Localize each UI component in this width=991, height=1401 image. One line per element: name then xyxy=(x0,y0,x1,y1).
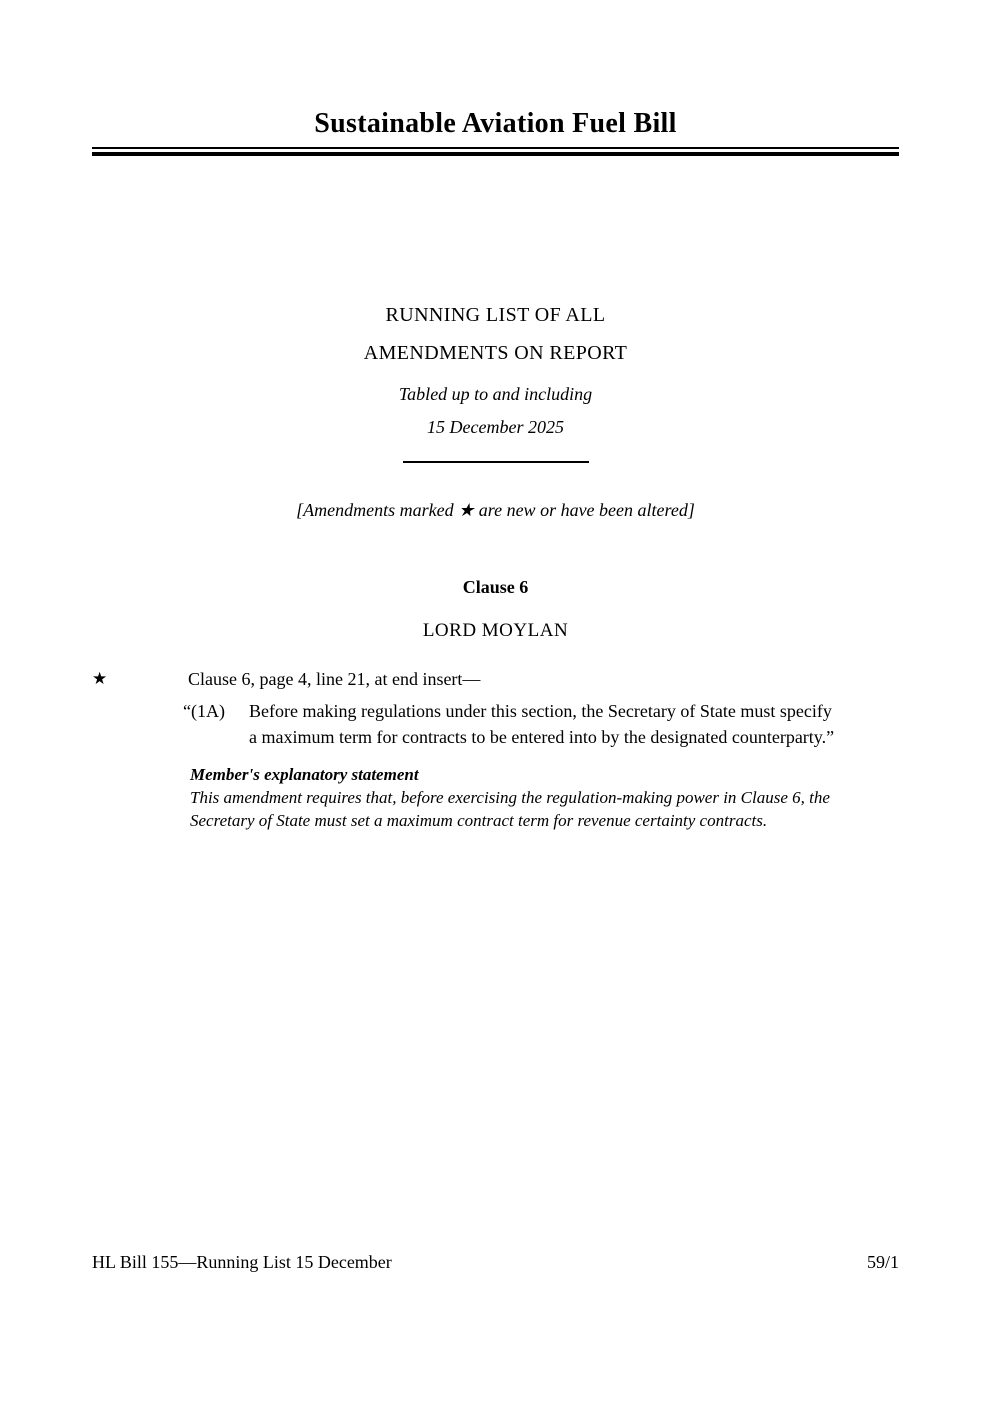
inserted-text-line-2: a maximum term for contracts to be entered into by the designated counterparty.” xyxy=(249,727,835,747)
explanatory-statement-text xyxy=(190,786,890,832)
inserted-subsection-text xyxy=(249,698,905,750)
amendments-on-report-heading: AMENDMENTS ON REPORT xyxy=(363,342,628,364)
amendment-marker-note: [Amendments marked ★ are new or have been altered] xyxy=(296,500,695,520)
new-amendment-star-icon: ★ xyxy=(92,669,108,688)
explanatory-statement-heading: Member's explanatory statement xyxy=(190,765,419,784)
explanatory-text-line-1: This amendment requires that, before exercising the regulation-making power in Clause 6, the xyxy=(190,788,830,807)
inserted-subsection-label: “(1A) xyxy=(183,701,225,721)
footer-page-number: 59/1 xyxy=(866,1252,899,1272)
title-double-rule xyxy=(92,147,899,156)
inserted-text-line-1: Before making regulations under this section, the Secretary of State must specify xyxy=(249,701,832,721)
footer-bill-reference: HL Bill 155—Running List 15 December xyxy=(92,1252,392,1272)
clause-heading: Clause 6 xyxy=(462,577,529,597)
tabled-date-line: 15 December 2025 xyxy=(427,417,564,437)
bill-title: Sustainable Aviation Fuel Bill xyxy=(314,108,677,139)
member-name: LORD MOYLAN xyxy=(422,620,569,641)
tabled-up-to-line: Tabled up to and including xyxy=(398,384,593,404)
amendment-instruction: Clause 6, page 4, line 21, at end insert— xyxy=(188,669,481,689)
section-divider-rule xyxy=(403,461,589,463)
running-list-heading: RUNNING LIST OF ALL xyxy=(385,304,606,326)
explanatory-text-line-2: Secretary of State must set a maximum contract term for revenue certainty contracts. xyxy=(190,811,768,830)
